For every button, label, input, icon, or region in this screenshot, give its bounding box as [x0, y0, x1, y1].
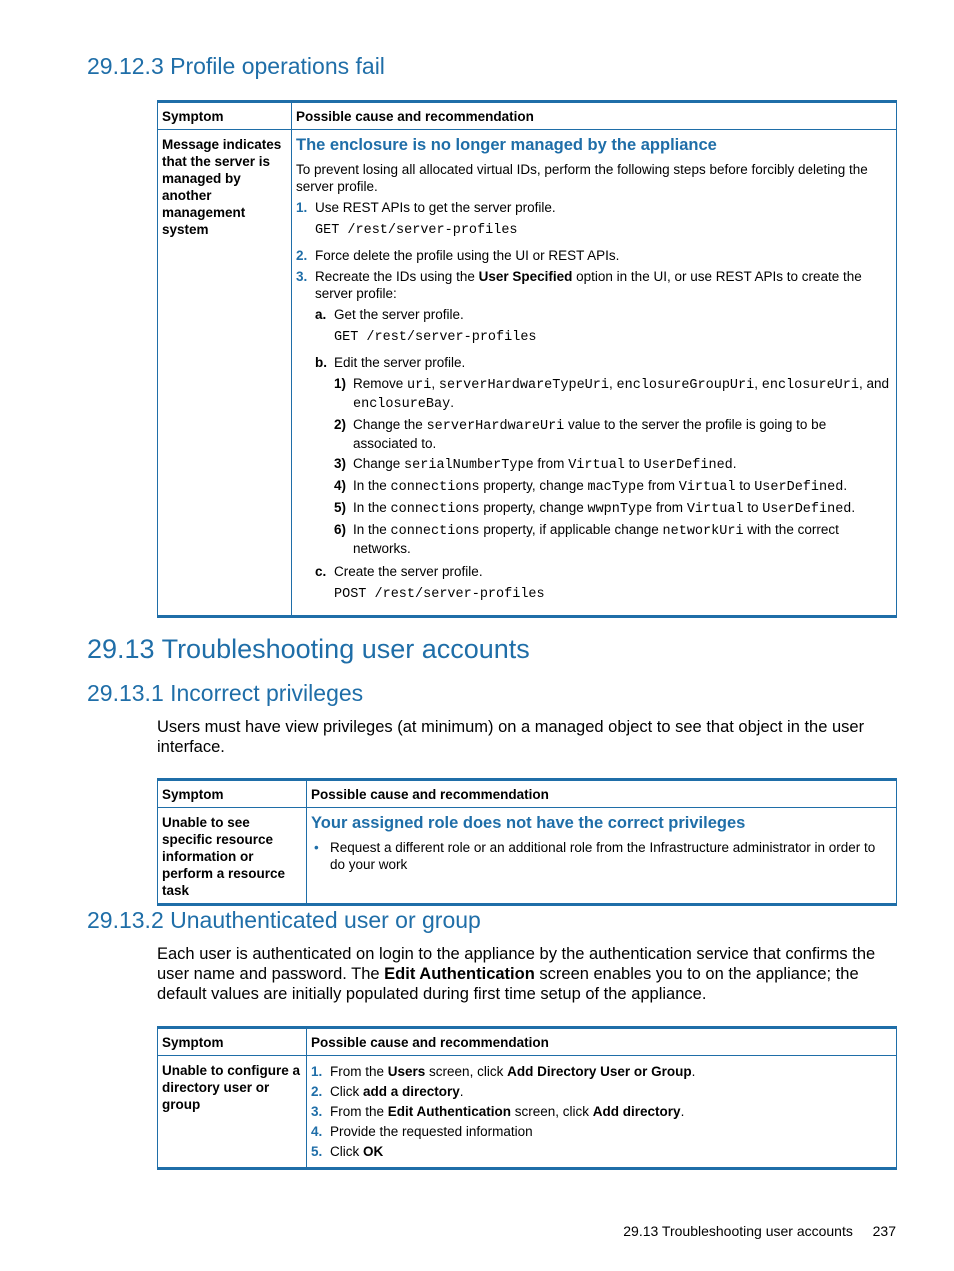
list-item — [315, 563, 892, 603]
substep-text: Get the server profile. — [334, 307, 464, 322]
list-item: 4) In the connections property, change macType from Virtual to UserDefined. — [334, 478, 848, 495]
privileges-paragraph: Users must have view privileges (at minimum) on a managed object to see that object in the user interface. — [157, 718, 865, 756]
list-item: 3. From the Edit Authentication screen, click Add directory. — [311, 1104, 685, 1119]
subsubstep-number: 6) — [334, 522, 347, 537]
substeps-list — [315, 306, 892, 603]
list-item: 1) Remove uri, serverHardwareTypeUri, enclosureGroupUri, enclosureUri, and enclosureBay. — [334, 376, 890, 412]
code-snippet: GET /rest/server-profiles — [334, 330, 537, 345]
list-item: 5) In the connections property, change wwpnType from Virtual to UserDefined. — [334, 500, 856, 517]
table-row — [158, 808, 897, 905]
code-snippet: GET /rest/server-profiles — [315, 223, 518, 238]
step-number: 3. — [296, 269, 308, 284]
heading-unauthenticated-user: 29.13.2 Unauthenticated user or group — [87, 907, 481, 933]
code-snippet: POST /rest/server-profiles — [334, 587, 545, 602]
cause-cell — [307, 1056, 897, 1169]
col-cause: Possible cause and recommendation — [307, 1028, 897, 1056]
symptom-cell: Unable to see specific resource information or perform a resource task — [158, 808, 307, 905]
step-text: Force delete the profile using the UI or REST APIs. — [315, 248, 620, 263]
page-number: 237 — [872, 1223, 896, 1239]
step-bold: User Specified — [478, 269, 573, 284]
cause-title: Your assigned role does not have the correct privileges — [311, 814, 746, 832]
steps-list — [296, 199, 892, 603]
table-row — [158, 1056, 897, 1169]
subsubstep-number: 1) — [334, 376, 347, 391]
symptom-cell: Message indicates that the server is managed by another management system — [158, 130, 292, 617]
substep-letter: a. — [315, 307, 327, 322]
col-symptom: Symptom — [158, 102, 292, 130]
col-cause: Possible cause and recommendation — [307, 780, 897, 808]
privileges-table — [157, 778, 897, 906]
list-item — [296, 247, 892, 264]
col-symptom: Symptom — [158, 1028, 307, 1056]
page-footer — [623, 1223, 896, 1239]
heading-incorrect-privileges: 29.13.1 Incorrect privileges — [87, 680, 364, 706]
substep-letter: b. — [315, 355, 327, 370]
list-item — [296, 199, 892, 239]
step-number: 2. — [296, 248, 308, 263]
recommendation-text: Request a different role or an additional role from the Infrastructure administrator in order to do your work — [330, 840, 876, 872]
substep-letter: c. — [315, 564, 327, 579]
intro-text: To prevent losing all allocated virtual IDs, perform the following steps before forcibly deleting the server profile. — [296, 162, 868, 194]
cause-cell — [292, 130, 897, 617]
unauthenticated-paragraph: Each user is authenticated on login to the appliance by the authentication service that confirms the user name and password. The Edit Authentication screen enables you to on the appliance; the default values are initially populated during first time setup of the appliance. — [157, 945, 876, 1003]
list-item — [311, 839, 892, 873]
cause-cell — [307, 808, 897, 905]
substep-text: Edit the server profile. — [334, 355, 466, 370]
subsubstep-number: 2) — [334, 417, 347, 432]
profile-operations-table — [157, 100, 897, 618]
list-item: 3) Change serialNumberType from Virtual to UserDefined. — [334, 456, 737, 473]
bullet-icon: • — [314, 840, 319, 855]
list-item: 2) Change the serverHardwareUri value to the server the profile is going to be associated to. — [334, 417, 827, 451]
col-symptom: Symptom — [158, 780, 307, 808]
list-item: 6) In the connections property, if applicable change networkUri with the correct networks. — [334, 522, 839, 556]
list-item: 4. Provide the requested information — [311, 1124, 533, 1139]
heading-profile-operations-fail: 29.12.3 Profile operations fail — [87, 53, 385, 79]
step-number: 1. — [296, 200, 308, 215]
footer-section: 29.13 Troubleshooting user accounts — [623, 1223, 853, 1239]
heading-troubleshooting-user-accounts: 29.13 Troubleshooting user accounts — [87, 634, 530, 664]
subsubstep-number: 4) — [334, 478, 347, 493]
subsubstep-number: 3) — [334, 456, 347, 471]
recommendation-list — [311, 839, 892, 873]
step-text: Recreate the IDs using the — [315, 269, 479, 284]
cause-title: The enclosure is no longer managed by the appliance — [296, 136, 717, 154]
list-item — [296, 268, 892, 603]
unauthenticated-table — [157, 1026, 897, 1170]
list-item — [315, 354, 892, 557]
symptom-cell: Unable to configure a directory user or group — [158, 1056, 307, 1169]
substep-text: Create the server profile. — [334, 564, 483, 579]
table-row — [158, 130, 897, 617]
step-text: option in the UI, or use REST APIs to create the server profile: — [315, 269, 862, 301]
steps-list — [311, 1063, 892, 1160]
list-item — [315, 306, 892, 346]
list-item: 1. From the Users screen, click Add Directory User or Group. — [311, 1064, 696, 1079]
list-item: 5. Click OK — [311, 1144, 384, 1159]
step-text: Use REST APIs to get the server profile. — [315, 200, 556, 215]
col-cause: Possible cause and recommendation — [292, 102, 897, 130]
subsubstep-number: 5) — [334, 500, 347, 515]
subsubsteps-list — [334, 375, 892, 557]
list-item: 2. Click add a directory. — [311, 1084, 464, 1099]
